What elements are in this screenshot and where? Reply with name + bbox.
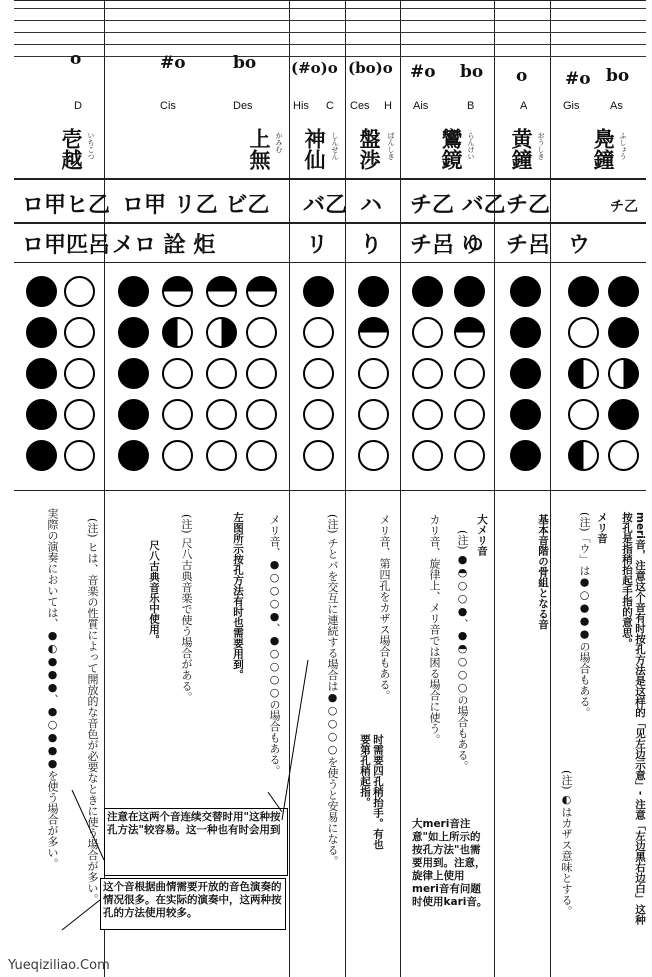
kana-r2-c1: メロ 詮 炬	[112, 232, 216, 258]
kanji-fusho: 鳧鐘	[591, 128, 616, 170]
kana-r1-c6: チ乙	[610, 199, 638, 215]
note-d: o	[70, 49, 82, 69]
note-col7-b: (注)「ウ」は●○●●●の場合もある。	[578, 512, 591, 718]
kanji-shinsen: 神仙	[302, 128, 327, 170]
kana-r1-c1: ロ甲 リ乙 ビ乙	[122, 192, 270, 218]
kana-r2-c2: リ	[306, 232, 329, 258]
pitch-ais: Ais	[413, 100, 429, 112]
note-col1-b: 実際の演奏においては、●◐●●●、●○●●●を使う場合が多い。	[46, 508, 59, 869]
pitch-d: D	[74, 100, 82, 112]
ruby-ichikotsu: いちこつ	[87, 132, 95, 160]
cn-note-2: 左图所示按孔方法有时也需要用到。	[232, 512, 244, 680]
ruby-shinsen: しんせん	[331, 132, 339, 160]
note-col2-a: (注) 尺八古典音楽で使う場合がある。	[180, 514, 193, 703]
note-b: bo	[460, 62, 484, 82]
cn-box-2-text: 这个音根据曲情需要开放的音色演奏的情况很多。在实际的演奏中，这两种按孔的方法使用较多。	[103, 881, 282, 919]
kana-r1-c0: ロ甲ヒ乙	[22, 192, 111, 218]
note-a: o	[516, 66, 528, 86]
kanji-kamimu: 上無	[247, 128, 272, 170]
note-ces-h: (bo)o	[348, 59, 393, 77]
note-col7-a: メリ音	[596, 512, 608, 544]
pitch-b: B	[467, 100, 475, 112]
kanji-ichikotsu: 壱越	[59, 128, 84, 170]
note-as: bo	[606, 66, 630, 86]
ruby-kamimu: かみむ	[275, 132, 283, 153]
ruby-oushiki: おうしき	[537, 132, 545, 160]
ruby-banshiki: ばんしき	[387, 132, 395, 160]
note-col5-b: (注) ●◓○○●、●◓○○○の場合もある。	[456, 530, 469, 772]
kanji-banshiki: 盤渉	[357, 128, 382, 170]
note-des: bo	[233, 53, 257, 73]
note-gis: #o	[565, 69, 591, 89]
kanji-rankei: 鸞鏡	[439, 128, 464, 170]
kana-r2-c6: ウ	[568, 232, 591, 258]
watermark: Yueqiziliao.Com	[8, 958, 110, 973]
pitch-c: C	[326, 100, 334, 112]
note-col1-a: (注) ヒは、音楽の性質によって開放的な音色が必要なときに使う場合が多い。	[86, 518, 99, 905]
pitch-gis: Gis	[563, 100, 580, 112]
note-col3-a: (注) チとバを交互に連続する場合は●○○○○を使うと安易になる。	[326, 514, 339, 867]
kana-r2-c3: り	[360, 232, 383, 258]
kana-r2-c0: ロ甲匹呂	[22, 232, 111, 258]
kana-r1-c3: ハ	[360, 192, 383, 218]
pitch-cis: Cis	[160, 100, 176, 112]
ruby-fusho: ふしょう	[619, 132, 627, 160]
kana-r2-c5: チ呂	[506, 232, 551, 258]
kana-r1-c2: バ乙	[303, 192, 348, 218]
note-col2-b: メリ音、●○○○●、●○○○○の場合もある。	[268, 514, 281, 776]
cn-note-5: meri音，注意这个音有时按孔方法是这样的「见左边示意」- 注意「左边黑右边白」这种按孔是指稍抬起手指的意思。	[621, 512, 646, 925]
pitch-h: H	[384, 100, 392, 112]
pitch-des: Des	[233, 100, 253, 112]
cn-note-3: 时需要四孔稍抬手。有也要第孔稍起指。	[359, 734, 384, 850]
cn-note-1: 尺八古典音乐中使用。	[148, 540, 160, 645]
cn-note-4: 大meri音注意"如上所示的按孔方法"也需要用到。注意，旋律上使用meri音有问题时使用kari音。	[412, 818, 488, 908]
kana-r2-c4: チ呂 ゆ	[410, 232, 484, 258]
kanji-oushiki: 黄鐘	[509, 128, 534, 170]
cn-box-1-text: 注意在这两个音连续交替时用"这种按孔方法"较容易。这一种也有时会用到	[107, 811, 281, 836]
note-col4-a: メリ音、第四孔をカザス場合もある。	[378, 514, 391, 701]
note-cis: #o	[160, 53, 186, 73]
note-col5-c: カリ音、旋律上、メリ音では困る場合に使う。	[428, 514, 441, 745]
kana-r1-c4: チ乙 バ乙	[410, 192, 506, 218]
pitch-his: His	[293, 100, 309, 112]
note-col6-a: 基本音階の骨組となる音	[537, 514, 549, 630]
note-col5-a: 大メリ音	[476, 514, 488, 556]
pitch-as: As	[610, 100, 623, 112]
note-ais: #o	[410, 62, 436, 82]
note-col7-c: (注) ◐はカザス意味とする。	[560, 770, 573, 917]
note-his-c: (#o)o	[291, 59, 338, 77]
kana-r1-c5: チ乙	[506, 192, 551, 218]
pitch-ces: Ces	[350, 100, 370, 112]
ruby-rankei: らんけい	[467, 132, 475, 160]
pitch-a: A	[520, 100, 528, 112]
